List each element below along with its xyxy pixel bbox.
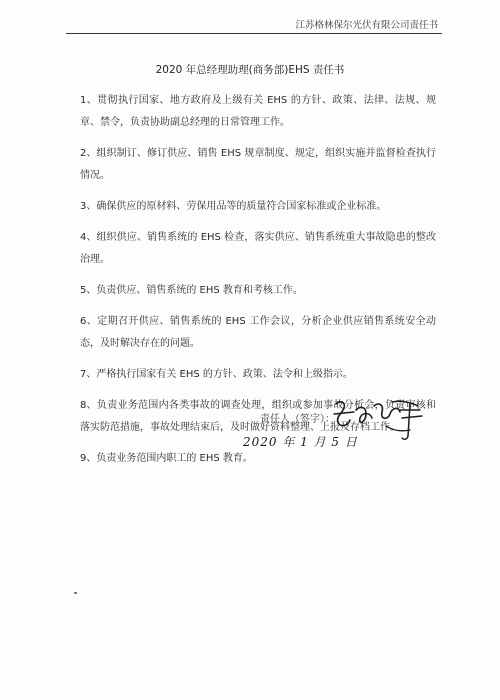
list-item: 1、贯彻执行国家、地方政府及上级有关 EHS 的方针、政策、法律、法规、规章、禁令，负责协助副总经理的日常管理工作。 — [80, 95, 436, 128]
list-item: 8、负责业务范围内各类事故的调查处理，组织或参加事故分析会，负责审核和落实防范措施，事故处理结束后，及时做好资料整理、上报及存档工作。 — [80, 400, 436, 433]
list-item: 6、定期召开供应、销售系统的 EHS 工作会议，分析企业供应销售系统安全动态，及时解决存在的问题。 — [80, 316, 436, 349]
list-item: 3、确保供应的原材料、劳保用品等的质量符合国家标准或企业标准。 — [80, 201, 387, 212]
responsibility-list — [80, 90, 436, 479]
list-item: 9、负责业务范围内职工的 EHS 教育。 — [80, 453, 253, 464]
list-item: 2、组织制订、修订供应、销售 EHS 规章制度、规定，组织实施并监督检查执行情况。 — [80, 148, 436, 181]
header-divider — [66, 33, 442, 34]
header-company-doc: 江苏格林保尔光伏有限公司责任书 — [295, 20, 438, 31]
signature-label: 责任人（签字）： — [260, 414, 335, 425]
list-item: 7、严格执行国家有关 EHS 的方针、政策、法令和上级指示。 — [80, 369, 353, 380]
list-item: 5、负责供应、销售系统的 EHS 教育和考核工作。 — [80, 285, 303, 296]
signature-date: 2020 年 1 月 5 日 — [243, 435, 358, 449]
document-title: 2020 年总经理助理(商务部)EHS 责任书 — [155, 64, 345, 76]
list-item: 4、组织供应、销售系统的 EHS 检查，落实供应、销售系统重大事故隐患的整改治理。 — [80, 232, 436, 265]
scan-speck — [74, 592, 77, 594]
